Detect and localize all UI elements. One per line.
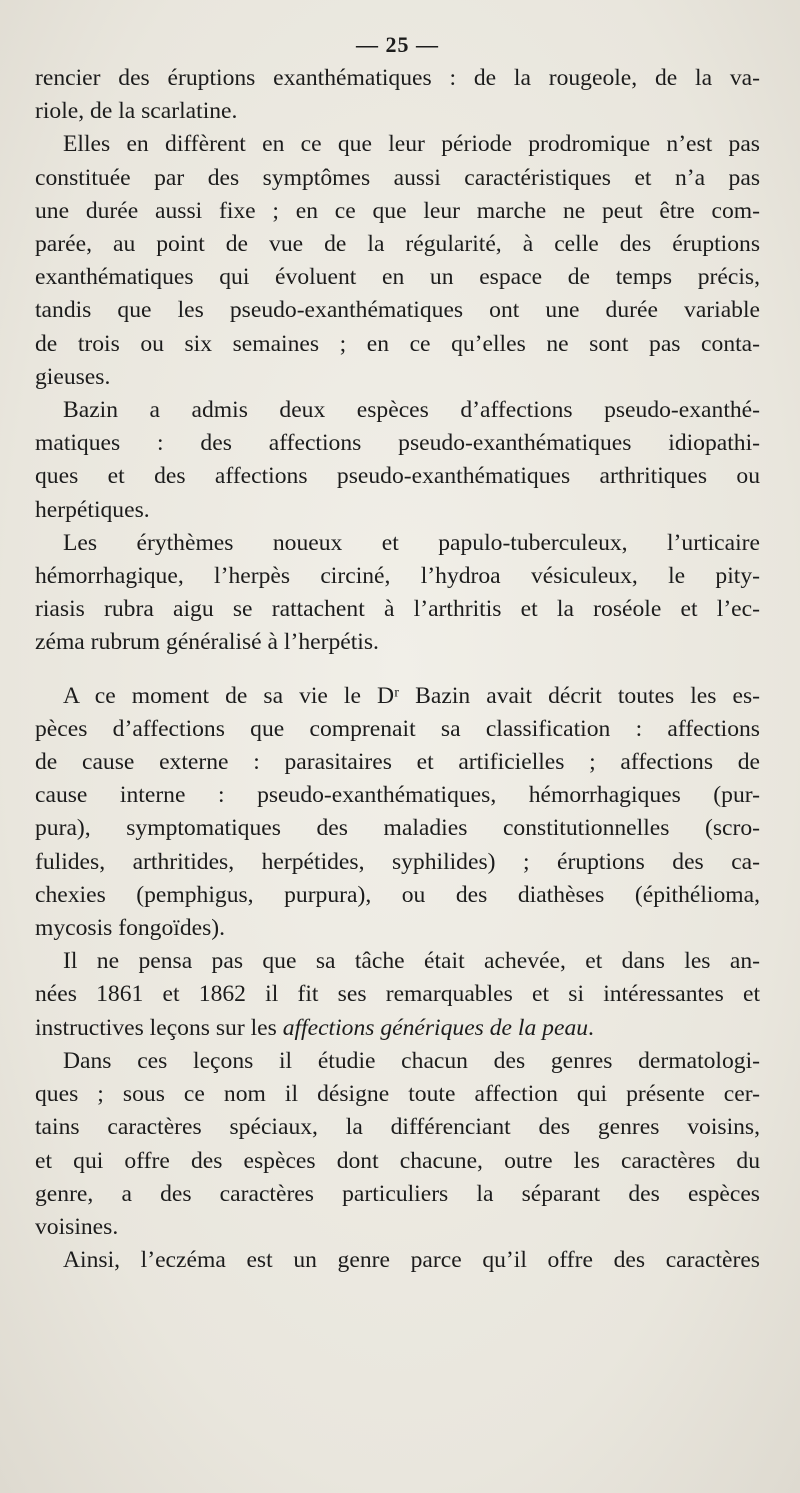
text-line: et qui offre des espèces dont chacune, outre les caractères du [35,1147,760,1174]
text-line: fulides, arthritides, herpétides, syphilides) ; éruptions des ca- [35,848,760,875]
text-line: Ainsi, l’eczéma est un genre parce qu’il offre des caractères [63,1247,760,1274]
text-line: nées 1861 et 1862 il fit ses remarquables et si intéressantes et [35,981,760,1008]
text-line: zéma rubrum généralisé à l’herpétis. [35,629,379,656]
text-line: pèces d’affections que comprenait sa classification : affections [35,715,760,742]
text-line: une durée aussi fixe ; en ce que leur marche ne peut être com- [35,197,760,224]
text-line: genre, a des caractères particuliers la séparant des espèces [35,1180,760,1207]
paragraph [35,680,760,946]
text-line: ques ; sous ce nom il désigne toute affection qui présente cer- [35,1081,760,1108]
text-line: Bazin a admis deux espèces d’affections pseudo-exanthé- [63,397,760,424]
text-line: riasis rubra aigu se rattachent à l’arthritis et la roséole et l’ec- [35,596,760,623]
text-line: hémorrhagique, l’herpès circiné, l’hydroa vésiculeux, le pity- [35,563,760,590]
page-number: — 25 — [356,32,439,57]
paragraph [35,945,760,1045]
paragraph [35,394,760,527]
text-line: cause interne : pseudo-exanthématiques, hémorrhagiques (pur- [35,782,760,809]
text-fragment: instructives leçons sur les [35,1014,283,1041]
text-line: A ce moment de sa vie le Dʳ Bazin avait décrit toutes les es- [63,682,760,709]
text-line: Les érythèmes noueux et papulo-tuberculeux, l’urticaire [63,529,760,556]
text-fragment: . [588,1014,594,1041]
paragraph [35,128,760,394]
paragraph [35,1244,760,1277]
paragraph [35,1045,760,1244]
text-line: Il ne pensa pas que sa tâche était achevée, et dans les an- [63,948,760,975]
text-line: constituée par des symptômes aussi caractéristiques et n’a pas [35,164,760,191]
paragraph-gap [35,660,760,680]
text-line: rencier des éruptions exanthématiques : de la rougeole, de la va- [35,65,760,91]
text-line: Dans ces leçons il étudie chacun des genres dermatologi- [63,1047,760,1074]
text-line: riole, de la scarlatine. [35,98,238,125]
text-line [35,1012,760,1045]
text-line: tandis que les pseudo-exanthématiques ont une durée variable [35,297,760,324]
text-line: parée, au point de vue de la régularité, à celle des éruptions [35,231,760,258]
text-line: tains caractères spéciaux, la différenciant des genres voisins, [35,1114,760,1141]
text-line: Elles en diffèrent en ce que leur période prodromique n’est pas [63,131,760,158]
text-line: voisines. [35,1213,119,1240]
text-line: gieuses. [35,363,111,390]
text-line: mycosis fongoïdes). [35,915,226,942]
text-line: ques et des affections pseudo-exanthématiques arthritiques ou [35,463,760,490]
text-line: herpétiques. [35,496,150,523]
italic-title: affections génériques de la peau [282,1014,589,1041]
text-line: de cause externe : parasitaires et artificielles ; affections de [35,749,760,776]
body-text [35,62,760,1277]
text-line: matiques : des affections pseudo-exanthématiques idiopathi- [35,430,760,457]
text-line: exanthématiques qui évoluent en un espace de temps précis, [35,264,760,291]
text-line: pura), symptomatiques des maladies constitutionnelles (scro- [35,815,760,842]
text-line: chexies (pemphigus, purpura), ou des diathèses (épithélioma, [35,881,760,908]
paragraph [35,62,760,128]
paragraph [35,527,760,660]
text-line: de trois ou six semaines ; en ce qu’elles ne sont pas conta- [35,330,760,357]
